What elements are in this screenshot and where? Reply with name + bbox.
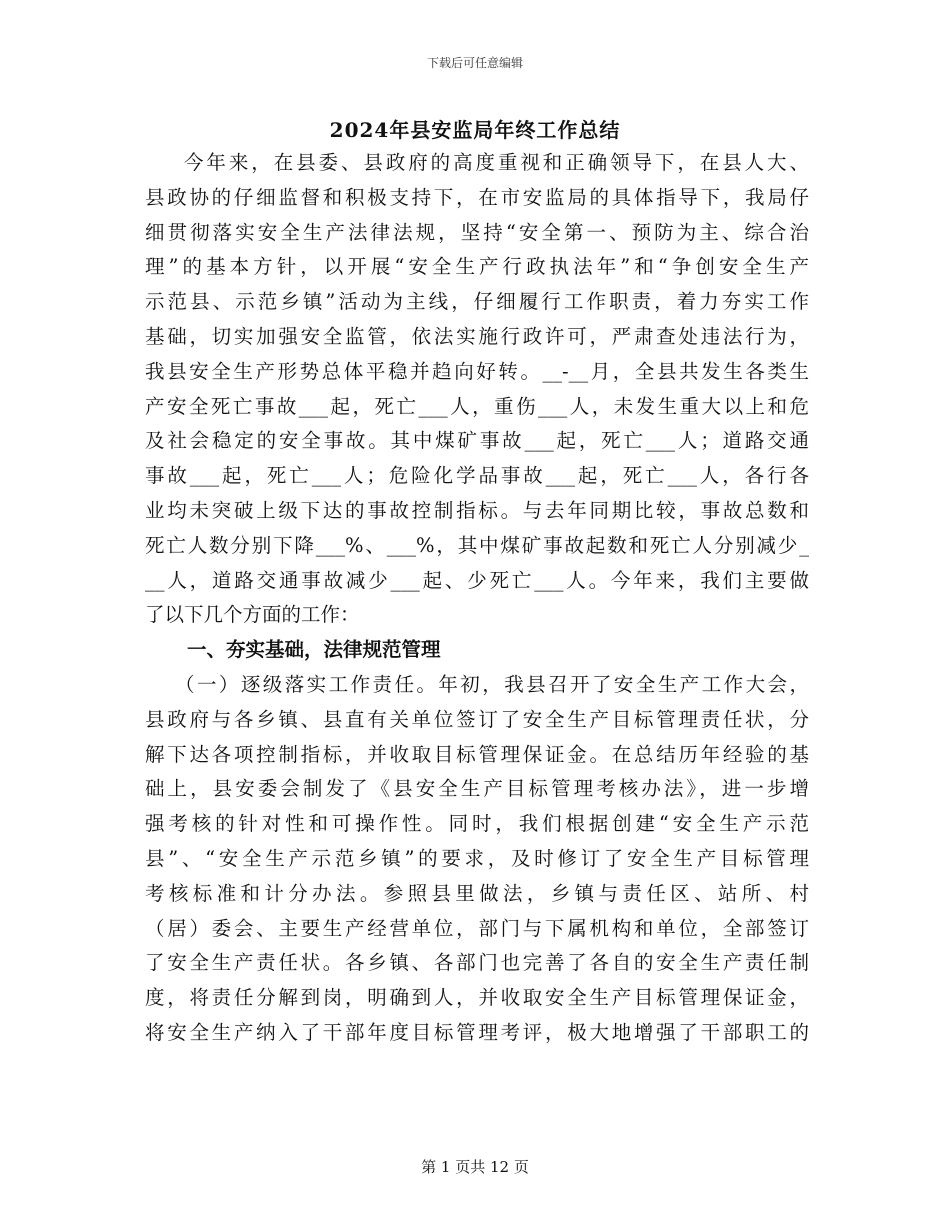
paragraph-line: （居）委会、主要生产经营单位，部门与下属机构和单位，全部签订 [145, 916, 809, 940]
paragraph-line: 事故___起，死亡___人；危险化学品事故___起，死亡___人，各行各 [145, 464, 809, 488]
paragraph-line: （一）逐级落实工作责任。年初，我县召开了安全生产工作大会， [175, 672, 809, 696]
paragraph-line: 考核标准和计分办法。参照县里做法，乡镇与责任区、站所、村 [145, 881, 809, 905]
paragraph-line: 县政协的仔细监督和积极支持下，在市安监局的具体指导下，我局仔 [145, 185, 809, 209]
paragraph-line: 细贯彻落实安全生产法律法规，坚持“安全第一、预防为主、综合治 [145, 220, 809, 244]
page-footer: 第 1 页共 12 页 [421, 1158, 529, 1176]
paragraph-line: 理”的基本方针，以开展“安全生产行政执法年”和“争创安全生产 [145, 255, 809, 279]
paragraph-line: 业均未突破上级下达的事故控制指标。与去年同期比较，事故总数和 [145, 498, 809, 522]
section-heading: 一、夯实基础，法律规范管理 [187, 638, 441, 662]
paragraph-line: 了以下几个方面的工作： [145, 603, 360, 627]
paragraph-line: 基础，切实加强安全监管，依法实施行政许可，严肃查处违法行为， [145, 324, 809, 348]
paragraph-line: __人，道路交通事故减少___起、少死亡___人。今年来，我们主要做 [145, 568, 809, 592]
paragraph-line: 础上，县安委会制发了《县安全生产目标管理考核办法》，进一步增 [145, 777, 809, 801]
paragraph-line: 解下达各项控制指标，并收取目标管理保证金。在总结历年经验的基 [145, 742, 809, 766]
paragraph-line: 将安全生产纳入了干部年度目标管理考评，极大地增强了干部职工的 [145, 1020, 809, 1044]
paragraph-line: 我县安全生产形势总体平稳并趋向好转。__-__月，全县共发生各类生 [145, 359, 809, 383]
paragraph-line: 示范县、示范乡镇”活动为主线，仔细履行工作职责，着力夯实工作 [145, 290, 809, 314]
paragraph-line: 县政府与各乡镇、县直有关单位签订了安全生产目标管理责任状，分 [145, 707, 809, 731]
paragraph-line: 及社会稳定的安全事故。其中煤矿事故___起，死亡___人；道路交通 [145, 429, 809, 453]
header-note: 下载后可任意编辑 [426, 56, 523, 70]
paragraph-line: 县”、“安全生产示范乡镇”的要求，及时修订了安全生产目标管理 [145, 846, 809, 870]
page-title: 2024年县安监局年终工作总结 [329, 118, 621, 142]
paragraph-line: 死亡人数分别下降___%、___%，其中煤矿事故起数和死亡人分别减少_ [145, 533, 809, 557]
paragraph-line: 产安全死亡事故___起，死亡___人，重伤___人，未发生重大以上和危 [145, 394, 809, 418]
paragraph-line: 度，将责任分解到岗，明确到人，并收取安全生产目标管理保证金， [145, 986, 809, 1010]
body-text [145, 146, 809, 1051]
paragraph-line: 了安全生产责任状。各乡镇、各部门也完善了各自的安全生产责任制 [145, 951, 809, 975]
paragraph-line: 强考核的针对性和可操作性。同时，我们根据创建“安全生产示范 [145, 812, 809, 836]
paragraph-line: 今年来，在县委、县政府的高度重视和正确领导下，在县人大、 [184, 151, 809, 174]
